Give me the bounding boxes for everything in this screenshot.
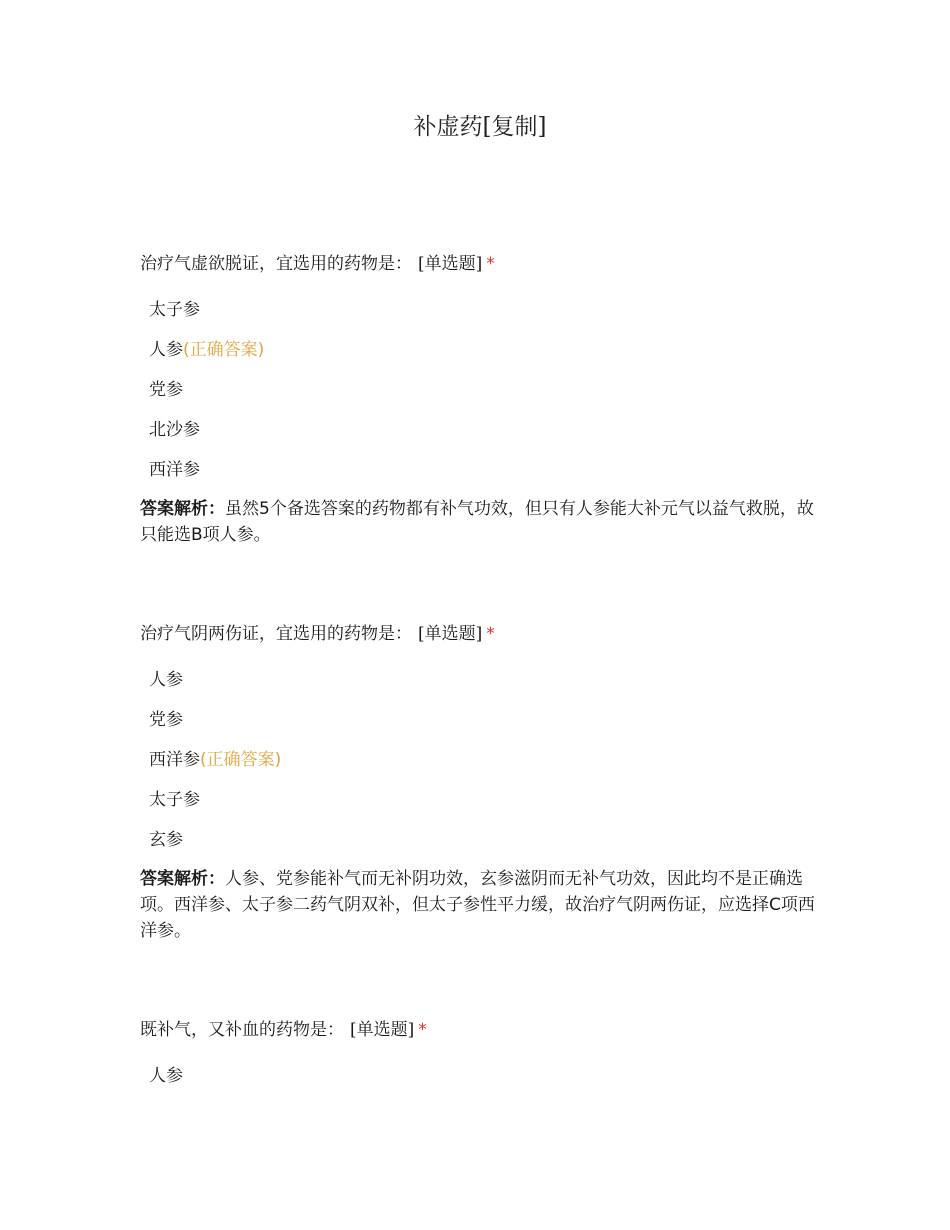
question-1-option-a[interactable] [149, 298, 830, 338]
question-2-stem-row [140, 622, 830, 646]
question-3-option-a[interactable] [149, 1064, 830, 1104]
question-2-option-e[interactable] [149, 828, 830, 868]
option-text: 西洋参 [149, 750, 200, 770]
question-3-type: [单选题] [350, 1020, 415, 1040]
question-3-required-mark: * [418, 1020, 427, 1040]
question-3-stem: 既补气，又补血的药物是： [140, 1020, 344, 1040]
question-2-option-a[interactable] [149, 668, 830, 708]
question-1-option-d[interactable] [149, 418, 830, 458]
question-2-option-d[interactable] [149, 788, 830, 828]
question-1-type: [单选题] [418, 254, 483, 274]
question-1-option-e[interactable] [149, 458, 830, 498]
question-1-required-mark: * [486, 254, 495, 274]
option-text: 西洋参 [149, 460, 200, 480]
question-3-options [140, 1064, 830, 1104]
question-2-option-b[interactable] [149, 708, 830, 748]
question-1-analysis [140, 496, 830, 548]
option-text: 太子参 [149, 300, 200, 320]
question-1-option-b[interactable] [149, 338, 830, 378]
option-text: 党参 [149, 380, 183, 400]
option-text: 人参 [149, 1066, 183, 1086]
correct-answer-tag: (正确答案) [200, 750, 282, 770]
option-text: 人参 [149, 670, 183, 690]
option-text: 党参 [149, 710, 183, 730]
option-text: 人参 [149, 340, 183, 360]
question-1-stem: 治疗气虚欲脱证，宜选用的药物是： [140, 254, 412, 274]
question-2-type: [单选题] [418, 624, 483, 644]
option-text: 玄参 [149, 830, 183, 850]
analysis-label: 答案解析： [140, 869, 225, 889]
question-1-option-c[interactable] [149, 378, 830, 418]
analysis-text: 虽然5个备选答案的药物都有补气功效，但只有人参能大补元气以益气救脱，故只能选B项人参。 [140, 499, 814, 545]
question-2 [140, 622, 830, 944]
correct-answer-tag: (正确答案) [183, 340, 265, 360]
option-text: 北沙参 [149, 420, 200, 440]
question-2-options [140, 668, 830, 868]
question-2-option-c[interactable] [149, 748, 830, 788]
option-text: 太子参 [149, 790, 200, 810]
page-title: 补虚药[复制] [413, 114, 547, 140]
question-2-required-mark: * [486, 624, 495, 644]
question-2-analysis [140, 866, 830, 944]
question-2-stem: 治疗气阴两伤证，宜选用的药物是： [140, 624, 412, 644]
question-3-stem-row [140, 1018, 830, 1042]
analysis-text: 人参、党参能补气而无补阴功效，玄参滋阴而无补气功效，因此均不是正确选项。西洋参、太子参二药气阴双补，但太子参性平力缓，故治疗气阴两伤证，应选择C项西洋参。 [140, 869, 815, 941]
analysis-label: 答案解析： [140, 499, 225, 519]
question-1 [140, 252, 830, 548]
question-3 [140, 1018, 830, 1104]
question-1-stem-row [140, 252, 830, 276]
question-1-options [140, 298, 830, 498]
